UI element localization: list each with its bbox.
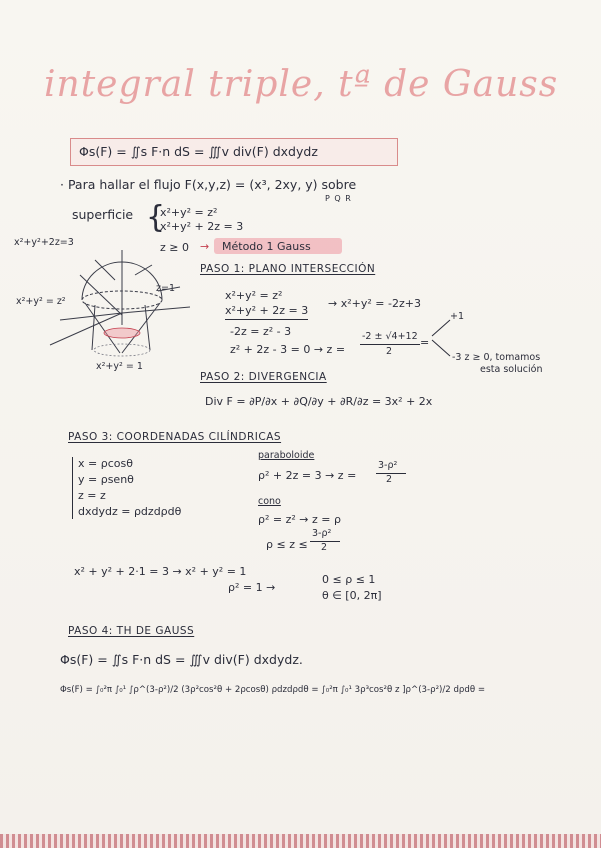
paso1-frac-bar (360, 344, 420, 345)
system-eq-3: z ≥ 0 (160, 241, 189, 254)
superficie-label: superficie (72, 207, 134, 222)
sketch-label-sphere: x²+y²+2z=3 (14, 237, 74, 248)
paraboloide-num: 3-ρ² (378, 460, 398, 471)
cono-eq: ρ² = z² → z = ρ (258, 513, 341, 526)
paraboloide-eq: ρ² + 2z = 3 → z = (258, 469, 357, 482)
paso4-flux-definition: Φs(F) = ∬s F·n dS = ∭v div(F) dxdydz. (60, 652, 303, 667)
gauss-formula: Φs(F) = ∬s F·n dS = ∭v div(F) dxdydz (79, 144, 318, 159)
z-range-den: 2 (321, 542, 328, 553)
paso3-jacobian: dxdydz = ρdzdρdθ (78, 505, 182, 518)
paso1-eq1: x²+y² = z² (225, 289, 283, 302)
paraboloide-den: 2 (386, 474, 393, 485)
paso1-root2: -3 z ≥ 0, tomamos (452, 352, 541, 363)
paso1-frac-num: -2 ± √4+12 (362, 331, 418, 342)
intersection-rho: ρ² = 1 → (228, 581, 276, 594)
paso1-eq1-result: → x²+y² = -2z+3 (328, 297, 421, 310)
paso1-frac-den: 2 (386, 346, 393, 357)
intersection-eq: x² + y² + 2·1 = 3 → x² + y² = 1 (74, 565, 247, 578)
paso3-title: PASO 3: COORDENADAS CILÍNDRICAS (68, 431, 282, 443)
paso1-eq2: x²+y² + 2z = 3 (225, 305, 308, 320)
paso1-eq3: -2z = z² - 3 (230, 325, 292, 338)
paso3-y: y = ρsenθ (78, 473, 134, 486)
paso1-eq4: z² + 2z - 3 = 0 → z = (230, 343, 346, 356)
paraboloide-title: paraboloide (258, 450, 315, 461)
paso1-title: PASO 1: PLANO INTERSECCIÓN (200, 263, 376, 275)
paso2-divergence: Div F = ∂P/∂x + ∂Q/∂y + ∂R/∂z = 3x² + 2x (205, 395, 433, 408)
metodo-label: Método 1 Gauss (222, 240, 311, 253)
system-eq-2: x²+y² + 2z = 3 (160, 220, 244, 233)
cono-title: cono (258, 496, 281, 507)
pqr-labels: P Q R (325, 194, 352, 203)
system-brace: { (146, 200, 166, 235)
paso4-flux-integral: Φs(F) = ∫₀²π ∫₀¹ ∫ρ^(3-ρ²)/2 (3ρ²cos²θ + 2ρcosθ) ρdzdρdθ = ∫₀²π ∫₀¹ 3ρ³cos²θ z ]ρ^(3-ρ²)/2 dρdθ = (60, 685, 486, 695)
theta-range: θ ∈ [0, 2π] (322, 589, 382, 602)
paso3-z: z = z (78, 489, 106, 502)
intro-line: · Para hallar el flujo F(x,y,z) = (x³, 2xy, y) sobre (60, 177, 357, 192)
paso2-title: PASO 2: DIVERGENCIA (200, 371, 327, 383)
system-eq-1: x²+y² = z² (160, 206, 218, 219)
paso3-bracket (72, 457, 73, 519)
sketch-label-cone: x²+y² = z² (16, 296, 66, 307)
fabric-edge (0, 834, 601, 848)
gauss-formula-box (70, 138, 398, 166)
arrow-metodo: → (200, 240, 210, 253)
page-title: integral triple, tª de Gauss (44, 64, 559, 105)
sketch-label-plane: z=1 (156, 283, 175, 294)
z-range: ρ ≤ z ≤ (266, 538, 308, 551)
paso1-equals: = (420, 336, 430, 349)
paso3-x: x = ρcosθ (78, 457, 133, 470)
rho-range: 0 ≤ ρ ≤ 1 (322, 573, 376, 586)
paso1-root2-note: esta solución (480, 364, 543, 375)
sketch-label-circle: x²+y² = 1 (96, 361, 143, 372)
paso1-root1: +1 (450, 311, 465, 322)
z-range-num: 3-ρ² (312, 528, 332, 539)
paso4-title: PASO 4: TH DE GAUSS (68, 625, 195, 637)
surface-sketch (40, 245, 200, 380)
